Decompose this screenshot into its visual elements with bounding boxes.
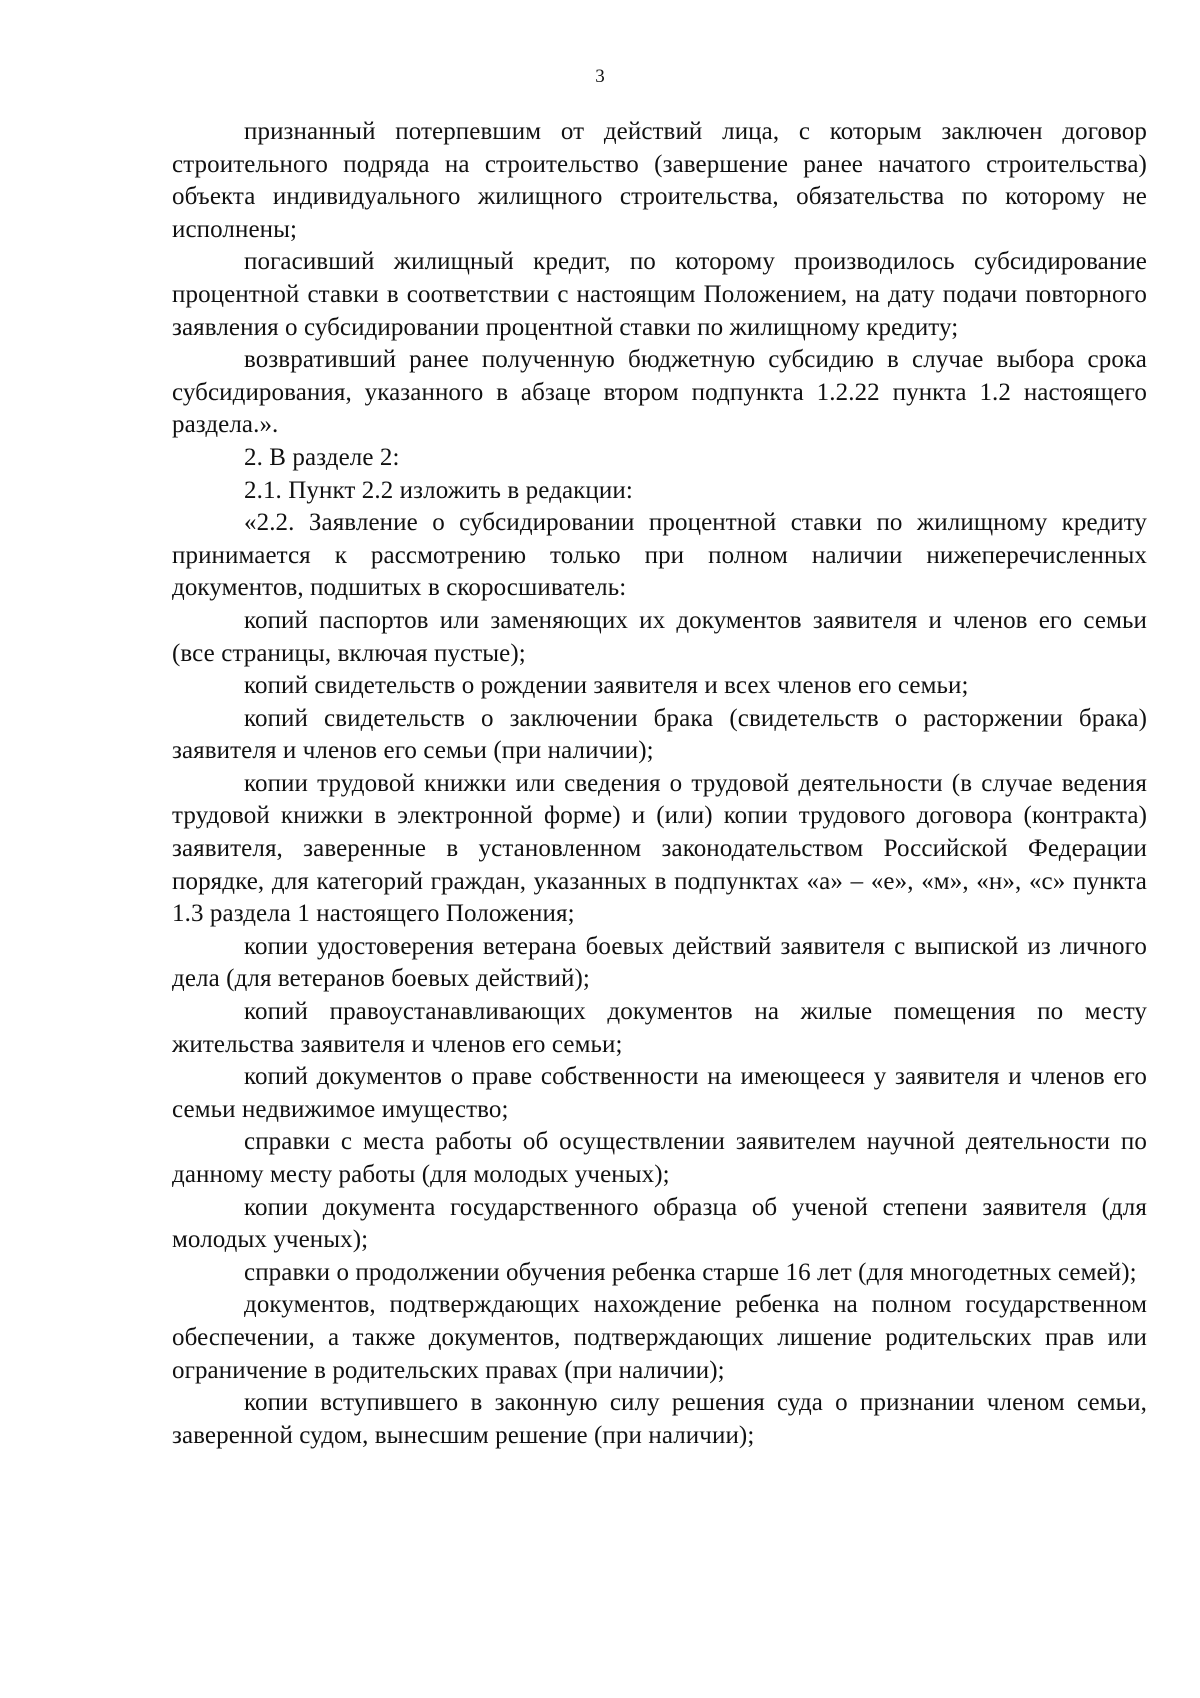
paragraph-affected-by-contractor: признанный потерпевшим от действий лица, с которым заключен договор строительного подряда на строительство (завершение ранее начатого строительства) объекта индивидуального жилищного строительства, обязательства по которому не исполнены;: [172, 118, 1147, 243]
list-item-housing-title-documents: копий правоустанавливающих документов на жилые помещения по месту жительства заявителя и членов его семьи;: [172, 998, 1147, 1058]
list-item-court-decision: копии вступившего в законную силу решения суда о признании членом семьи, заверенной судом, вынесшим решение (при наличии);: [172, 1389, 1147, 1449]
document-body: [172, 116, 1147, 1452]
list-item-employment-record: копии трудовой книжки или сведения о трудовой деятельности (в случае ведения трудовой книжки в электронной форме) и (или) копии трудового договора (контракта) заявителя, заверенные в установленном законодательством Российской Федерации порядке, для категорий граждан, указанных в подпунктах «а» – «е», «м», «н», «с» пункта 1.3 раздела 1 настоящего Положения;: [172, 769, 1147, 928]
list-item-veteran-certificate: копии удостоверения ветерана боевых действий заявителя с выпиской из личного дела (для ветеранов боевых действий);: [172, 932, 1147, 993]
paragraph-section-2-heading: 2. В разделе 2:: [244, 443, 400, 471]
paragraph-returned-subsidy: возвративший ранее полученную бюджетную субсидию в случае выбора срока субсидирования, указанного в абзаце втором подпункта 1.2.22 пункта 1.2 настоящего раздела.».: [172, 346, 1147, 439]
list-item-birth-certificates: копий свидетельств о рождении заявителя и всех членов его семьи;: [244, 672, 969, 700]
list-item-passport-copies: копий паспортов или заменяющих их документов заявителя и членов его семьи (все страницы, включая пустые);: [172, 606, 1147, 667]
list-item-marriage-certificates: копий свидетельств о заключении брака (свидетельств о расторжении брака) заявителя и членов его семьи (при наличии);: [172, 704, 1147, 765]
list-item-academic-degree: копии документа государственного образца об ученой степени заявителя (для молодых ученых);: [172, 1193, 1147, 1254]
paragraph-clause-2-1: 2.1. Пункт 2.2 изложить в редакции:: [244, 476, 633, 504]
paragraph-clause-2-2: «2.2. Заявление о субсидировании процентной ставки по жилищному кредиту принимается к рассмотрению только при полном наличии нижеперечисленных документов, подшитых в скоросшиватель:: [172, 509, 1147, 602]
list-item-property-ownership: копий документов о праве собственности на имеющееся у заявителя и членов его семьи недвижимое имущество;: [172, 1063, 1147, 1123]
page-number: 3: [595, 66, 605, 87]
list-item-scientific-work-certificate: справки с места работы об осуществлении заявителем научной деятельности по данному месту работы (для молодых ученых);: [172, 1128, 1147, 1188]
list-item-child-education: справки о продолжении обучения ребенка старше 16 лет (для многодетных семей);: [244, 1258, 1137, 1286]
paragraph-repaid-credit: погасивший жилищный кредит, по которому производилось субсидирование процентной ставки в соответствии с настоящим Положением, на дату подачи повторного заявления о субсидировании процентной ставки по жилищному кредиту;: [172, 248, 1147, 341]
list-item-state-support-documents: документов, подтверждающих нахождение ребенка на полном государственном обеспечении, а также документов, подтверждающих лишение родительских прав или ограничение в родительских правах (при наличии);: [172, 1291, 1147, 1384]
